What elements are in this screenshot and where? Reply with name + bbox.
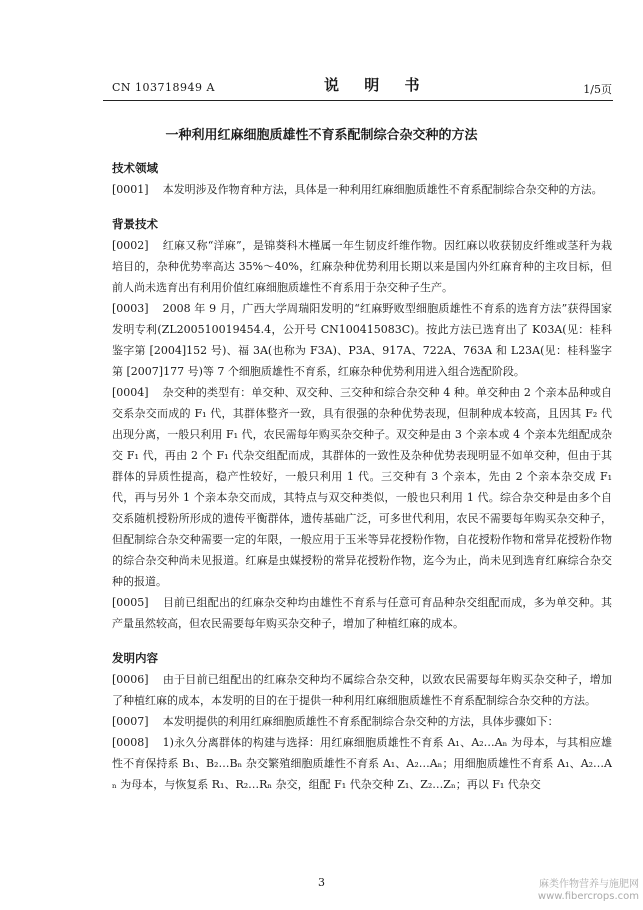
paragraph bbox=[112, 179, 612, 200]
section-technical-field bbox=[112, 158, 612, 200]
paragraph-number: [0002] bbox=[112, 239, 149, 252]
paragraph-text: 1)永久分离群体的构建与选择：用红麻细胞质雄性不育系 A₁、A₂…Aₙ 为母本，与其相应雄性不育保持系 B₁、B₂…Bₙ 杂交繁殖细胞质雄性不育系 A₁、A₂…Aₙ；用细胞质雄性不育系 A₁、A₂…Aₙ 为母本，与恢复系 R₁、R₂…Rₙ 杂交，组配 F₁ 代杂交种 Z₁、Z₂…Zₙ；再以 F₁ 代杂交 bbox=[112, 736, 612, 791]
document-type: 说 明 书 bbox=[324, 76, 430, 94]
paragraph bbox=[112, 711, 612, 732]
document-title: 一种利用红麻细胞质雄性不育系配制综合杂交种的方法 bbox=[165, 128, 478, 143]
paragraph-number: [0003] bbox=[112, 302, 149, 315]
paragraph-number: [0001] bbox=[112, 183, 149, 196]
paragraph bbox=[112, 669, 612, 711]
page-fraction: 1/5页 bbox=[583, 83, 612, 96]
body-content bbox=[112, 158, 612, 795]
paragraph bbox=[112, 592, 612, 634]
paragraph-text: 本发明涉及作物育种方法，具体是一种利用红麻细胞质雄性不育系配制综合杂交种的方法。 bbox=[162, 183, 603, 196]
page-header bbox=[112, 76, 612, 97]
paragraph-number: [0008] bbox=[112, 736, 149, 749]
paragraph-text: 红麻又称“洋麻”，是锦葵科木槿属一年生韧皮纤维作物。因红麻以收获韧皮纤维或茎秆为栽培目的，杂种优势率高达 35%～40%，红麻杂种优势利用长期以来是国内外红麻育种的主攻目标，但前人尚未选育出有利用价值红麻细胞质雄性不育系用于杂交种子生产。 bbox=[112, 239, 612, 294]
section-heading: 背景技术 bbox=[112, 217, 158, 231]
paragraph bbox=[112, 235, 612, 298]
patent-number: CN 103718949 A bbox=[112, 81, 215, 94]
header-divider bbox=[103, 100, 613, 101]
paragraph-text: 杂交种的类型有：单交种、双交种、三交种和综合杂交种 4 种。单交种由 2 个亲本品种或自交系杂交而成的 F₁ 代，其群体整齐一致，具有很强的杂种优势表现，但制种成本较高，且因其 F₂ 代出现分离，一般只利用 F₁ 代，农民需每年购买杂交种子。双交种是由 3 个亲本或 4 个亲本先组配成杂交 F₁ 代，再由 2 个 F₁ 代杂交组配而成，其群体的一致性及杂种优势表现明显不如单交种，但由于其群体的异质性提高，稳产性较好，一般只利用 1 代。三交种有 3 个亲本，先由 2 个亲本杂交成 F₁ 代，再与另外 1 个亲本杂交而成，其特点与双交种类似，一般也只利用 1 代。综合杂交种是由多个自交系随机授粉所形成的遗传平衡群体，遗传基础广泛，可多世代利用，农民不需要每年购买杂交种子，但配制综合杂交种需要一定的年限，一般应用于玉米等异花授粉作物，自花授粉作物和常异花授粉作物的综合杂交种尚未见报道。红麻是虫媒授粉的常异花授粉作物，迄今为止，尚未见到选育红麻综合杂交种的报道。 bbox=[112, 386, 612, 588]
paragraph-number: [0006] bbox=[112, 673, 149, 686]
paragraph-number: [0004] bbox=[112, 386, 149, 399]
watermark-name: 麻类作物营养与施肥网 bbox=[539, 879, 639, 890]
paragraph-number: [0005] bbox=[112, 596, 149, 609]
paragraph-number: [0007] bbox=[112, 715, 149, 728]
watermark bbox=[538, 879, 639, 903]
paragraph bbox=[112, 732, 612, 795]
paragraph-text: 由于目前已组配出的红麻杂交种均不属综合杂交种，以致农民需要每年购买杂交种子，增加了种植红麻的成本，本发明的目的在于提供一种利用红麻细胞质雄性不育系配制综合杂交种的方法。 bbox=[112, 673, 612, 707]
page-number: 3 bbox=[318, 876, 325, 889]
paragraph bbox=[112, 382, 612, 592]
section-background bbox=[112, 214, 612, 634]
paragraph-text: 本发明提供的利用红麻细胞质雄性不育系配制综合杂交种的方法，具体步骤如下： bbox=[162, 715, 559, 728]
section-invention-content bbox=[112, 648, 612, 795]
paragraph-text: 2008 年 9 月，广西大学周瑞阳发明的“红麻野败型细胞质雄性不育系的选育方法”获得国家发明专利(ZL200510019454.4，公开号 CN100415083C)。按此方法已选育出了 K03A(见：桂科鉴字第 [2004]152 号)、福 3A(也称为 F3A)、P3A、917A、722A、763A 和 L23A(见：桂科鉴字第 [2007]177 号)等 7 个细胞质雄性不育系，红麻杂种优势利用进入组合选配阶段。 bbox=[112, 302, 612, 378]
watermark-url: www.fibercrops.com bbox=[537, 891, 639, 902]
section-heading: 发明内容 bbox=[112, 651, 158, 665]
paragraph bbox=[112, 298, 612, 382]
paragraph-text: 目前已组配出的红麻杂交种均由雄性不育系与任意可育品种杂交组配而成，多为单交种。其产量虽然较高，但农民需要每年购买杂交种子，增加了种植红麻的成本。 bbox=[112, 596, 612, 630]
section-heading: 技术领域 bbox=[112, 161, 158, 175]
